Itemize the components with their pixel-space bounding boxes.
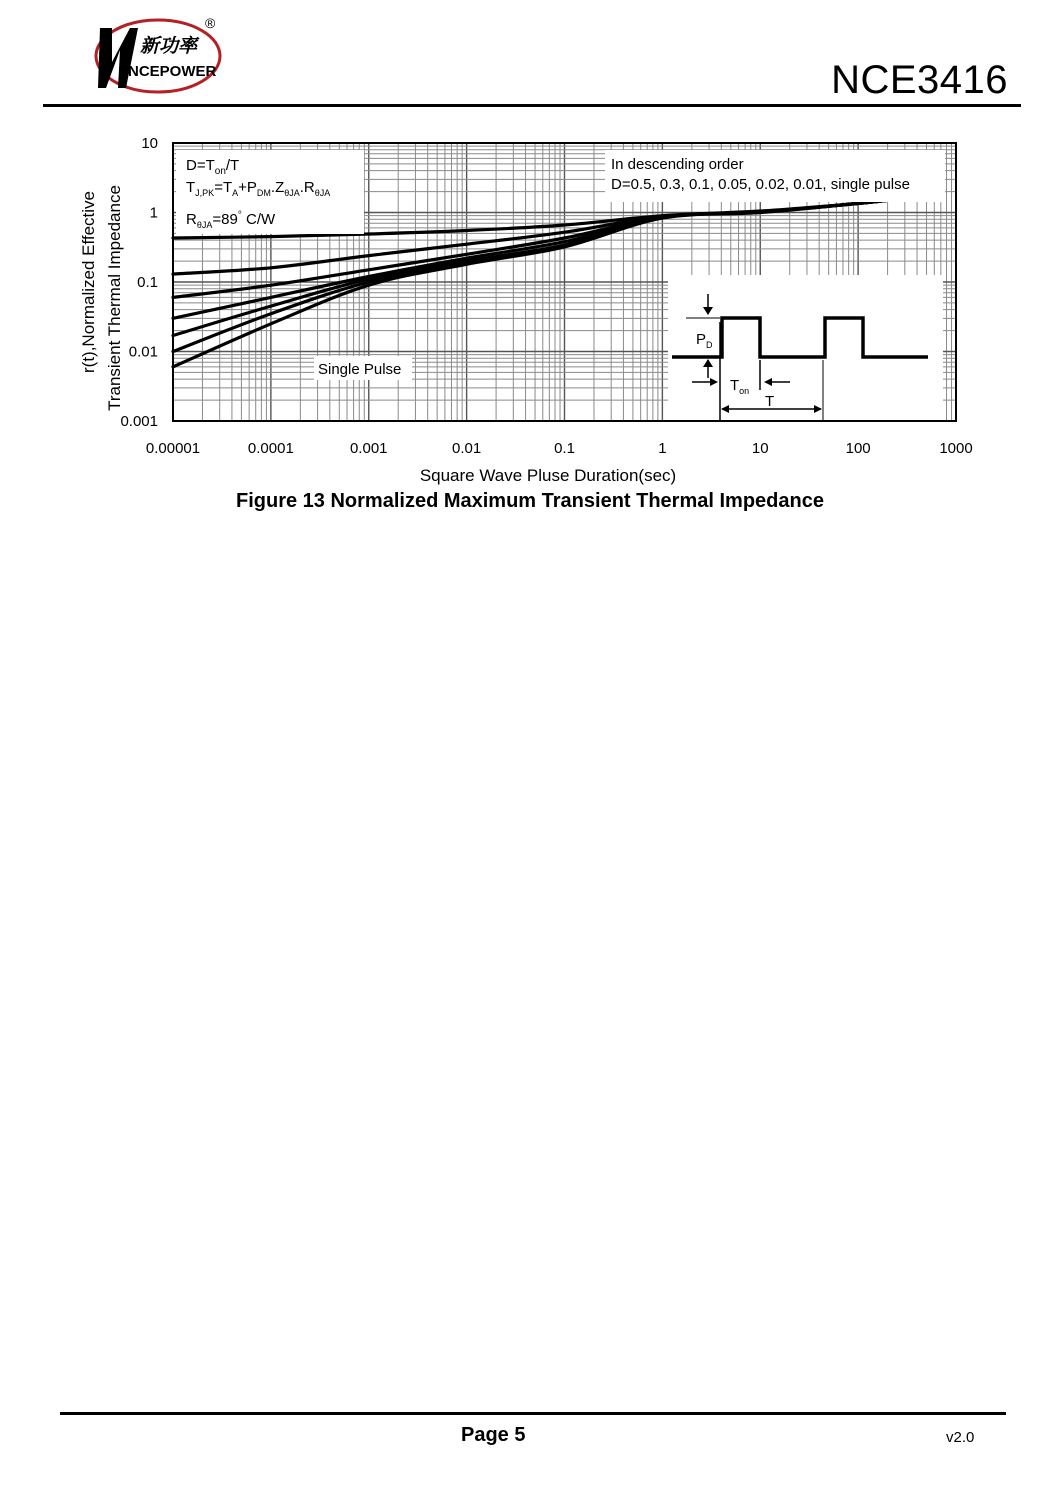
x-tick-label: 0.01 [452, 440, 482, 457]
footer-rule [60, 1412, 1006, 1415]
inset-pd-label: $P_D$ [696, 331, 713, 350]
inset-t-label: T [765, 393, 775, 410]
y-tick-label: 0.001 [120, 413, 158, 430]
thermal-impedance-chart [0, 110, 1060, 490]
page-number: Page 5 [461, 1424, 526, 1446]
y-axis-label-line-1: r(t),Normalized Effective [79, 190, 98, 374]
header-rule [43, 104, 1021, 107]
ncepower-logo [90, 10, 230, 102]
x-tick-label: 1 [658, 440, 667, 457]
y-axis-label-line-2: Transient Thermal Impedance [105, 185, 124, 411]
x-tick-label: 0.001 [349, 440, 388, 457]
version-label: v2.0 [946, 1429, 975, 1446]
formula-line-3: $R_{\theta JA}=89^\circ$ C/W [186, 210, 276, 230]
x-tick-label: 100 [845, 440, 871, 457]
y-tick-label: 10 [141, 135, 158, 152]
single-pulse-label: Single Pulse [318, 361, 402, 378]
order-line-1: In descending order [611, 156, 744, 173]
x-tick-label: 0.1 [554, 440, 575, 457]
logo-chinese: 新功率 [140, 36, 198, 57]
inset-ton-label: $T_{on}$ [730, 377, 750, 396]
formula-line-1: $D=T_{on}/T$ [186, 157, 240, 177]
x-tick-label: 1000 [939, 440, 973, 457]
x-axis-label: Square Wave Pluse Duration(sec) [419, 466, 677, 485]
y-tick-label: 0.01 [128, 343, 158, 361]
x-tick-label: 0.0001 [247, 440, 294, 457]
x-tick-label: 0.00001 [145, 440, 201, 457]
formula-line-2: $T_{J,PK}=T_A+P_{DM}.Z_{\theta JA}.R_{\theta JA}$ [186, 179, 331, 198]
registered-mark: ® [205, 15, 216, 31]
figure-caption: Figure 13 Normalized Maximum Transient Thermal Impedance [236, 490, 824, 512]
y-tick-label: 0.1 [137, 274, 158, 291]
logo-text: NCEPOWER [128, 63, 217, 80]
y-tick-label: 1 [149, 204, 158, 222]
x-tick-label: 10 [751, 440, 769, 457]
order-line-2: D=0.5, 0.3, 0.1, 0.05, 0.02, 0.01, single pulse [611, 176, 910, 193]
part-number: NCE3416 [831, 58, 1008, 102]
